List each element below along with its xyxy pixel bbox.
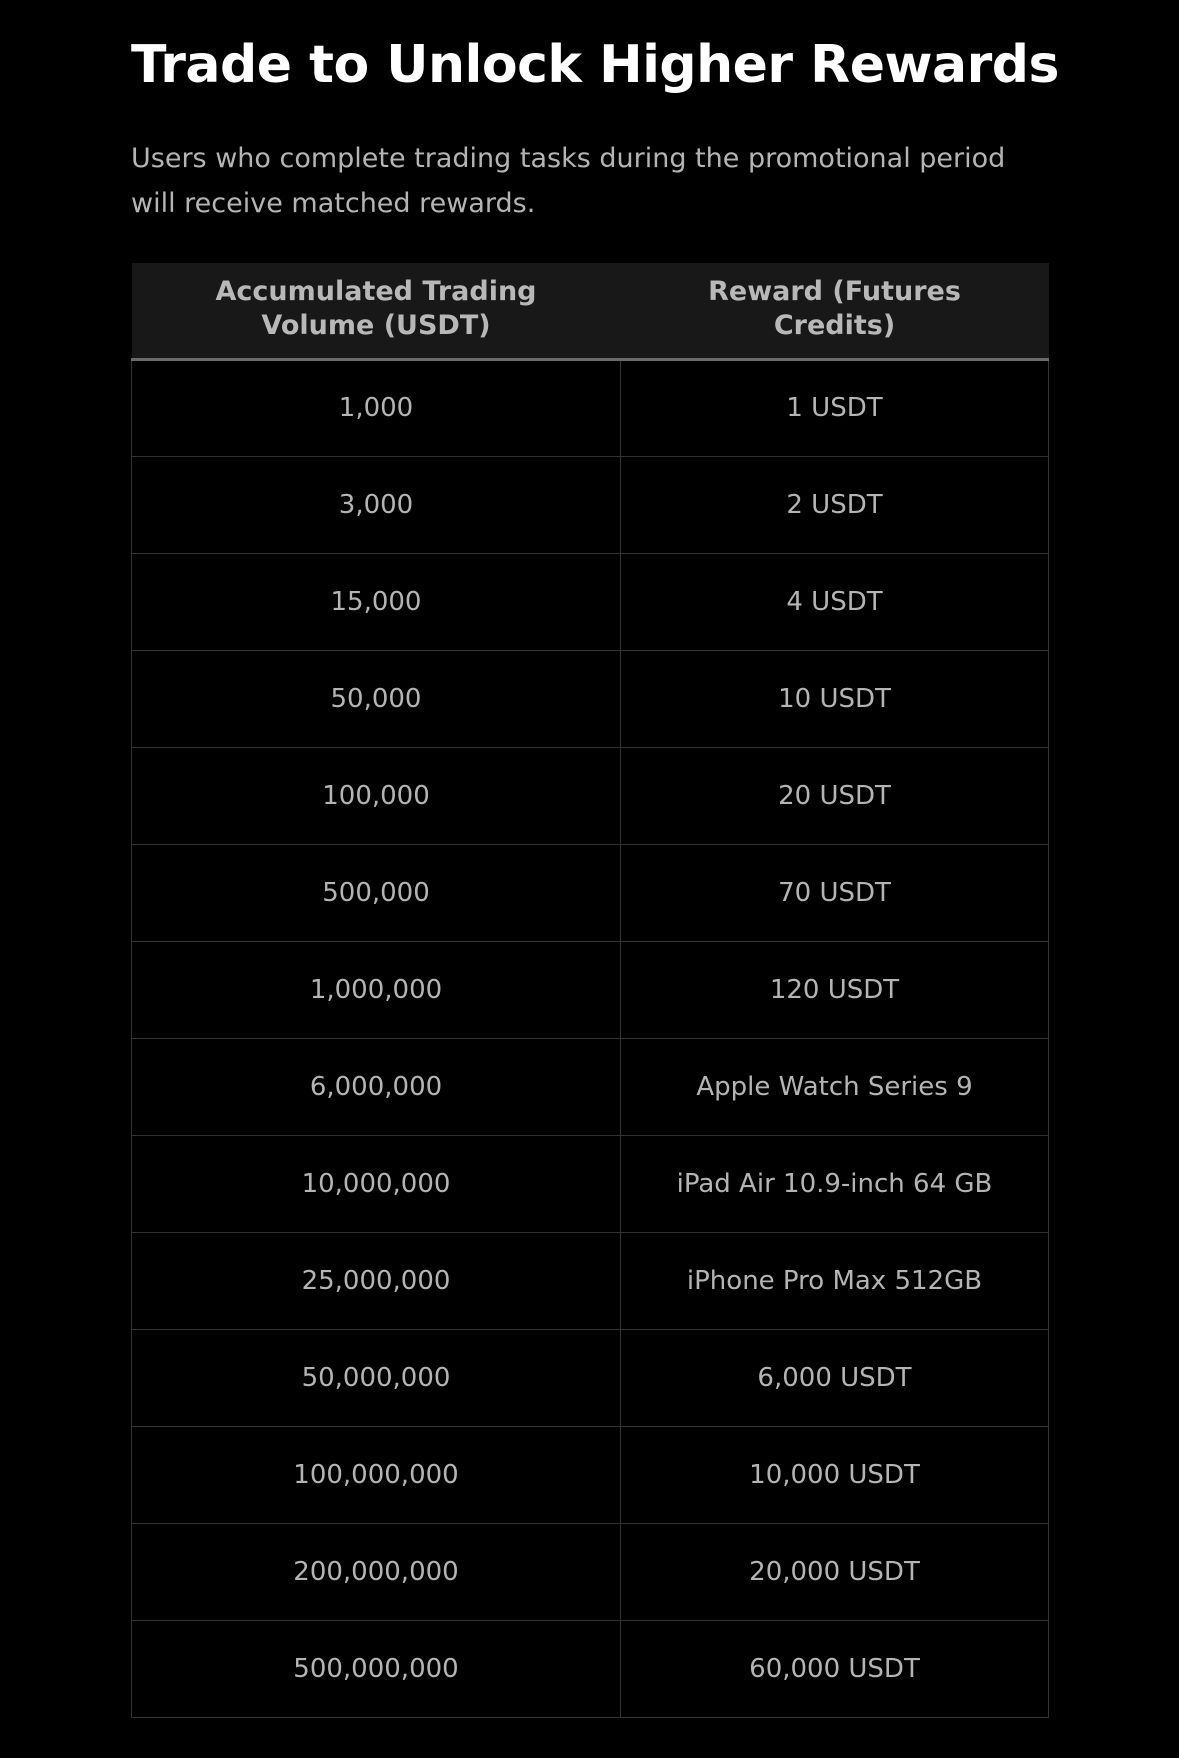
- reward-cell: 1 USDT: [621, 359, 1049, 456]
- reward-cell: Apple Watch Series 9: [621, 1038, 1049, 1135]
- reward-cell: 10,000 USDT: [621, 1426, 1049, 1523]
- table-row: [132, 1232, 1049, 1329]
- reward-cell: 6,000 USDT: [621, 1329, 1049, 1426]
- reward-cell: 70 USDT: [621, 844, 1049, 941]
- table-header: [132, 263, 1049, 359]
- reward-cell: iPhone Pro Max 512GB: [621, 1232, 1049, 1329]
- reward-cell: 4 USDT: [621, 553, 1049, 650]
- table-row: [132, 1523, 1049, 1620]
- table-row: [132, 1135, 1049, 1232]
- table-row: [132, 1620, 1049, 1717]
- trading-volume-cell: 100,000,000: [132, 1426, 621, 1523]
- reward-cell: 2 USDT: [621, 456, 1049, 553]
- reward-cell: 20 USDT: [621, 747, 1049, 844]
- table-row: [132, 359, 1049, 456]
- reward-cell: 60,000 USDT: [621, 1620, 1049, 1717]
- reward-cell: 10 USDT: [621, 650, 1049, 747]
- reward-cell: 120 USDT: [621, 941, 1049, 1038]
- trading-volume-cell: 100,000: [132, 747, 621, 844]
- table-body: [132, 359, 1049, 1717]
- trading-volume-cell: 1,000: [132, 359, 621, 456]
- trading-volume-cell: 10,000,000: [132, 1135, 621, 1232]
- reward-cell: iPad Air 10.9-inch 64 GB: [621, 1135, 1049, 1232]
- trading-volume-cell: 15,000: [132, 553, 621, 650]
- page-description: Users who complete trading tasks during the promotional period will receive matched rewards.: [131, 143, 1006, 219]
- table-row: [132, 1038, 1049, 1135]
- trading-volume-cell: 50,000,000: [132, 1329, 621, 1426]
- table-row: [132, 747, 1049, 844]
- trading-volume-cell: 25,000,000: [132, 1232, 621, 1329]
- trading-volume-cell: 500,000,000: [132, 1620, 621, 1717]
- table-header-row: [132, 263, 1049, 359]
- trading-volume-cell: 6,000,000: [132, 1038, 621, 1135]
- trading-volume-cell: 1,000,000: [132, 941, 621, 1038]
- page-title: Trade to Unlock Higher Rewards: [131, 35, 1059, 95]
- trading-volume-cell: 500,000: [132, 844, 621, 941]
- table-row: [132, 650, 1049, 747]
- trading-volume-cell: 50,000: [132, 650, 621, 747]
- table-row: [132, 1426, 1049, 1523]
- reward-cell: 20,000 USDT: [621, 1523, 1049, 1620]
- table-row: [132, 844, 1049, 941]
- table-row: [132, 553, 1049, 650]
- trading-volume-cell: 3,000: [132, 456, 621, 553]
- table-row: [132, 456, 1049, 553]
- table-row: [132, 941, 1049, 1038]
- header-trading-volume: Accumulated Trading Volume (USDT): [132, 263, 621, 359]
- table-row: [132, 1329, 1049, 1426]
- header-reward: Reward (Futures Credits): [621, 263, 1049, 359]
- trading-volume-cell: 200,000,000: [132, 1523, 621, 1620]
- rewards-table: [131, 263, 1049, 1718]
